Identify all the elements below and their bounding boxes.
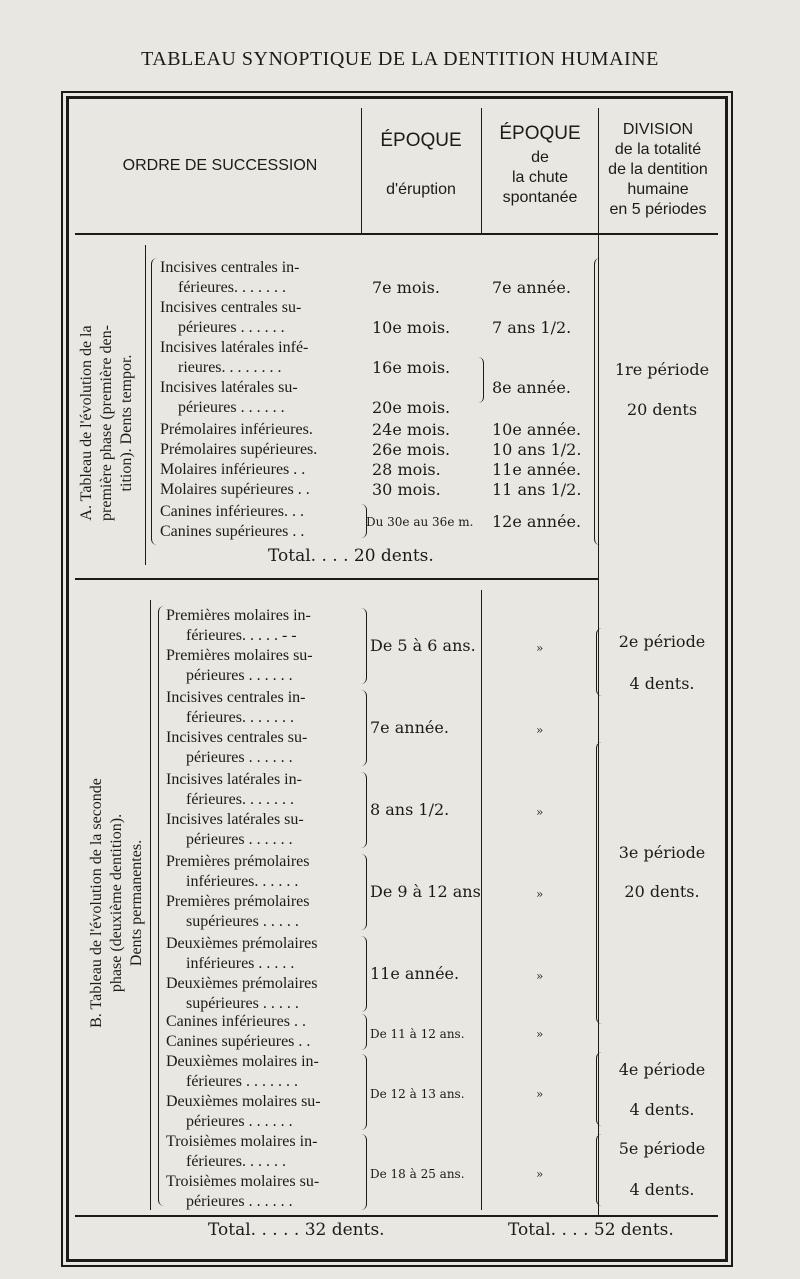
section-a-row-9-name (160, 522, 304, 542)
row-line-1: Molaires supérieures . . (160, 481, 310, 498)
section-b-group-3-chute: » (536, 887, 544, 901)
group-line: périeures . . . . . . (186, 831, 293, 848)
group-line: périeures . . . . . . (186, 749, 293, 766)
section-b-group-5-brace (358, 1014, 367, 1050)
header-division-3: de la dentition (608, 161, 708, 178)
section-b-group-7-chute: » (536, 1167, 544, 1181)
group-line: férieures . . . . . . . (186, 1073, 298, 1090)
section-b-group-3-names (166, 852, 310, 932)
section-a-row-1-chute: 7 ans 1/2. (492, 318, 572, 337)
section-a-row-1-eruption: 10e mois. (372, 318, 451, 337)
section-a-row-3-chute: 8e année. (492, 378, 571, 397)
section-b-group-4-eruption: 11e année. (370, 964, 460, 983)
row-line-1: Canines supérieures . . (160, 523, 305, 540)
division-brace-3e (596, 742, 605, 1024)
group-line: Deuxièmes molaires in- (166, 1053, 319, 1070)
footer-divider (75, 1215, 718, 1217)
section-b-group-5-chute: » (536, 1027, 544, 1041)
section-a-row-4-chute: 10e année. (492, 420, 582, 439)
section-b-group-2-eruption: 8 ans 1/2. (370, 800, 450, 819)
section-a-row-4-eruption: 24e mois. (372, 420, 451, 439)
division-3e-periode: 3e période (618, 843, 706, 862)
section-b-label-line-2: phase (deuxième dentition). (108, 813, 125, 993)
header-division-1: DIVISION (622, 121, 694, 138)
eruption-brace-canines (358, 504, 367, 538)
group-line: férieures. . . . . . . (186, 709, 294, 726)
page-title: TABLEAU SYNOPTIQUE DE LA DENTITION HUMAINE (141, 48, 659, 70)
section-b-group-1-names (166, 688, 307, 768)
division-4e-periode: 4e période (618, 1060, 706, 1079)
section-a-row-8-eruption: Du 30e au 36e m. (366, 515, 474, 529)
section-a-row-7-eruption: 30 mois. (372, 480, 441, 499)
section-b-group-5-names (166, 1012, 310, 1052)
header-ordre: ORDRE DE SUCCESSION (122, 157, 318, 174)
section-b-label (87, 613, 153, 1193)
group-line: férieures. . . . . . (186, 1153, 286, 1170)
row-line-1: Canines inférieures. . . (160, 503, 304, 520)
division-5e-count: 4 dents. (629, 1180, 695, 1199)
division-3e-count: 20 dents. (624, 882, 700, 901)
section-b-group-0-eruption: De 5 à 6 ans. (370, 636, 476, 655)
section-a-label (77, 263, 143, 583)
header-chute-2: de (531, 149, 549, 166)
col-divider-1 (361, 108, 362, 233)
section-b-group-6-eruption: De 12 à 13 ans. (370, 1087, 465, 1101)
section-b-group-1-brace (358, 690, 367, 766)
header-division-4: humaine (627, 181, 689, 198)
group-line: Deuxièmes molaires su- (166, 1093, 321, 1110)
group-line: Incisives latérales in- (166, 771, 302, 788)
section-a-row-5-chute: 10 ans 1/2. (492, 440, 582, 459)
division-brace-2e (596, 628, 605, 696)
section-b-group-0-names (166, 606, 313, 686)
group-line: périeures . . . . . . (186, 667, 293, 684)
section-a-label-line-1: A. Tableau de l'évolution de la (78, 325, 95, 521)
header-chute-1: ÉPOQUE (499, 123, 581, 144)
row-line-2: rieures. . . . . . . . (178, 359, 282, 376)
division-brace-5e (596, 1134, 605, 1206)
section-b-group-4-chute: » (536, 969, 544, 983)
section-a-row-6-eruption: 28 mois. (372, 460, 441, 479)
section-b-group-7-brace (358, 1134, 367, 1210)
header-chute-4: spontanée (502, 189, 578, 206)
header-eruption-2: d'éruption (386, 181, 456, 198)
section-b-group-7-names (166, 1132, 319, 1212)
section-a-row-1-name (160, 298, 301, 338)
division-5e-periode: 5e période (618, 1139, 706, 1158)
section-b-label-line-1: B. Tableau de l'évolution de la seconde (88, 778, 105, 1028)
section-b-group-2-names (166, 770, 304, 850)
section-b-group-1-eruption: 7e année. (370, 718, 449, 737)
section-b-label-line-3: Dents permanentes. (128, 839, 145, 967)
group-line: Deuxièmes prémolaires (166, 935, 318, 952)
section-a-row-5-name (160, 440, 317, 460)
chute-divider (481, 590, 482, 1210)
section-b-group-0-chute: » (536, 641, 544, 655)
header-division-5: en 5 périodes (609, 201, 707, 218)
section-b-group-0-brace (358, 608, 367, 684)
group-line: Premières molaires in- (166, 607, 311, 624)
group-line: Deuxièmes prémolaires (166, 975, 318, 992)
section-a-row-0-eruption: 7e mois. (372, 278, 440, 297)
section-b-group-1-chute: » (536, 723, 544, 737)
section-a-row-3-eruption: 20e mois. (372, 398, 451, 417)
section-a-row-6-chute: 11e année. (492, 460, 582, 479)
group-line: Troisièmes molaires in- (166, 1133, 318, 1150)
section-a-row-8-chute: 12e année. (492, 512, 582, 531)
chute-brace-8e (475, 357, 484, 403)
section-b-group-6-names (166, 1052, 321, 1132)
label-divider (145, 245, 146, 565)
row-line-1: Prémolaires inférieures. (160, 421, 313, 438)
section-b-total-right: Total. . . . 52 dents. (508, 1220, 674, 1240)
row-line-2: périeures . . . . . . (178, 399, 285, 416)
section-b-group-2-brace (358, 772, 367, 848)
division-1re-periode: 1re période (614, 360, 710, 379)
section-b-total-left: Total. . . . . 32 dents. (208, 1220, 385, 1240)
group-line: supérieures . . . . . (186, 995, 299, 1012)
division-2e-periode: 2e période (618, 632, 706, 651)
section-divider (75, 578, 598, 580)
section-b-group-6-chute: » (536, 1087, 544, 1101)
group-line: Premières prémolaires (166, 893, 310, 910)
group-line: inférieures . . . . . (186, 955, 295, 972)
section-a-row-8-name (160, 502, 304, 522)
group-line: Troisièmes molaires su- (166, 1173, 320, 1190)
group-line: Incisives latérales su- (166, 811, 304, 828)
group-line: supérieures . . . . . (186, 913, 299, 930)
section-a-label-line-2: première phase (première den- (98, 325, 115, 521)
group-line: férieures. . . . . . . (186, 791, 294, 808)
section-b-group-5-eruption: De 11 à 12 ans. (370, 1027, 465, 1041)
section-a-label-line-3: tition). Dents tempor. (118, 354, 135, 492)
group-line: inférieures. . . . . . (186, 873, 299, 890)
group-line: Incisives centrales su- (166, 729, 308, 746)
group-line: Canines inférieures . . (166, 1013, 306, 1030)
section-b-group-4-brace (358, 936, 367, 1012)
group-line: périeures . . . . . . (186, 1113, 293, 1130)
section-a-row-7-chute: 11 ans 1/2. (492, 480, 582, 499)
row-line-1: Prémolaires supérieures. (160, 441, 318, 458)
section-a-row-0-name (160, 258, 300, 298)
division-2e-count: 4 dents. (629, 674, 695, 693)
header-eruption-1: ÉPOQUE (380, 130, 462, 151)
row-line-1: Incisives latérales su- (160, 379, 298, 396)
row-line-2: férieures. . . . . . . (178, 279, 286, 296)
group-line: Premières prémolaires (166, 853, 310, 870)
section-a-row-4-name (160, 420, 313, 440)
section-b-group-4-names (166, 934, 318, 1014)
group-line: Incisives centrales in- (166, 689, 306, 706)
section-a-brace (151, 258, 160, 545)
section-b-group-2-chute: » (536, 805, 544, 819)
group-line: férieures. . . . . - - (186, 627, 297, 644)
section-b-group-3-eruption: De 9 à 12 ans (370, 882, 481, 901)
header-divider (75, 233, 718, 235)
section-a-total: Total. . . . 20 dents. (268, 546, 434, 566)
section-a-row-0-chute: 7e année. (492, 278, 571, 297)
section-b-group-7-eruption: De 18 à 25 ans. (370, 1167, 465, 1181)
section-a-row-7-name (160, 480, 310, 500)
section-a-row-5-eruption: 26e mois. (372, 440, 451, 459)
division-brace-1re (594, 258, 603, 545)
section-a-row-3-name (160, 378, 298, 418)
row-line-1: Incisives centrales in- (160, 259, 300, 276)
group-line: Premières molaires su- (166, 647, 313, 664)
row-line-1: Incisives centrales su- (160, 299, 302, 316)
header-division-2: de la totalité (614, 141, 702, 158)
row-line-1: Molaires inférieures . . (160, 461, 306, 478)
section-a-row-2-name (160, 338, 308, 378)
row-line-2: périeures . . . . . . (178, 319, 285, 336)
group-line: périeures . . . . . . (186, 1193, 293, 1210)
section-a-row-6-name (160, 460, 305, 480)
division-4e-count: 4 dents. (629, 1100, 695, 1119)
header-chute-3: la chute (511, 169, 569, 186)
group-line: Canines supérieures . . (166, 1033, 311, 1050)
division-1re-count: 20 dents (626, 400, 698, 419)
section-b-group-3-brace (358, 854, 367, 930)
division-brace-4e (596, 1052, 605, 1126)
section-a-row-2-eruption: 16e mois. (372, 358, 451, 377)
section-b-group-6-brace (358, 1054, 367, 1130)
row-line-1: Incisives latérales infé- (160, 339, 309, 356)
